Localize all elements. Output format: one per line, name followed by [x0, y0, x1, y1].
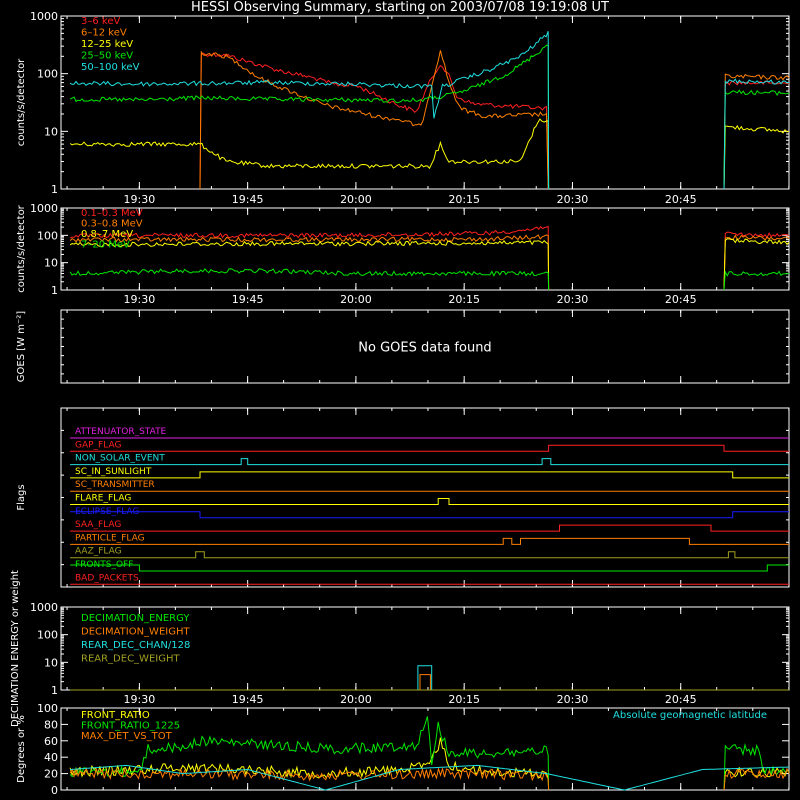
- p1-series-3-6-kev-segment-1: [724, 81, 789, 189]
- p5-legend-decimation-weight: DECIMATION_WEIGHT: [81, 626, 190, 638]
- p5-x-tick-label: 20:30: [556, 693, 589, 706]
- p2-x-tick-label: 19:30: [123, 293, 156, 306]
- p5-legend-rear-dec-chan-128: REAR_DEC_CHAN/128: [81, 640, 191, 651]
- p1-y-tick-label: 100: [37, 67, 58, 81]
- p5-x-tick-label: 20:00: [340, 693, 372, 706]
- p5-y-tick-label: 1000: [30, 601, 58, 614]
- p5-x-tick-label: 19:30: [123, 693, 156, 706]
- p2-series-0-3-0-8-mev-segment-1: [724, 236, 789, 291]
- p5-y-tick-label: 10: [44, 656, 58, 670]
- p6-y-tick-label: 60: [44, 734, 58, 748]
- p2-x-tick-label: 20:00: [340, 293, 372, 306]
- p2-y-tick-label: 1: [51, 284, 58, 297]
- p2-x-tick-label: 20:15: [448, 293, 481, 306]
- p1-series-3-6-kev-segment-0: [200, 53, 548, 189]
- p5-x-tick-label: 20:15: [448, 693, 481, 706]
- flag-label-flare-flag: FLARE_FLAG: [75, 493, 132, 504]
- flag-line-non-solar-event: [70, 459, 789, 465]
- p1-y-tick-label: 10: [44, 125, 58, 139]
- p2-series-7-20-mev-segment-0: [70, 269, 548, 290]
- p2-x-tick-label: 20:45: [664, 293, 697, 306]
- p2-x-tick-label: 20:30: [556, 293, 589, 306]
- p1-series-50-100-kev-segment-1: [724, 79, 789, 189]
- p1-y-tick-label: 1000: [30, 10, 58, 23]
- p5-legend-decimation-energy: DECIMATION_ENERGY: [81, 613, 190, 624]
- p5-series-decimation-weight-segment-0: [420, 675, 430, 690]
- p2-series-7-20-mev-segment-1: [724, 272, 789, 291]
- p2-series-0-1-0-3-mev-segment-0: [70, 226, 548, 290]
- p1-series-50-100-kev-segment-0: [70, 31, 548, 189]
- p2-y-tick-label: 100: [37, 229, 58, 243]
- p6-y-tick-label: 40: [44, 751, 58, 765]
- flag-line-eclipse-flag: [70, 512, 789, 518]
- p6-legend-front-ratio: FRONT_RATIO: [81, 710, 150, 721]
- p5-y-tick-label: 1: [51, 684, 58, 697]
- p2-legend-0-1-0-3-mev: 0.1–0.3 MeV: [81, 208, 143, 219]
- p1-legend-6-12-kev: 6–12 keV: [81, 27, 127, 39]
- flag-line-flare-flag: [70, 499, 789, 505]
- p1-series-25-50-kev-segment-0: [70, 45, 548, 189]
- p6-y-tick-label: 80: [44, 718, 58, 732]
- p1-y-tick-label: 1: [51, 183, 58, 196]
- flag-label-sc-transmitter: SC_TRANSMITTER: [75, 480, 155, 491]
- p1-series-6-12-kev-segment-0: [200, 50, 548, 189]
- flag-label-aaz-flag: AAZ_FLAG: [75, 546, 122, 557]
- p6-series-max-det-vs-tot-segment-0: [70, 769, 548, 790]
- p1-y-axis-label: counts/s/detector: [16, 58, 27, 147]
- no-goes-data-message: No GOES data found: [358, 340, 492, 356]
- p1-x-tick-label: 20:30: [556, 193, 589, 206]
- p1-x-tick-label: 19:45: [231, 193, 264, 206]
- p2-legend-7-20-mev: 7–20 MeV: [81, 239, 130, 251]
- p2-series-0-8-7-mev-segment-1: [724, 239, 789, 290]
- p2-x-tick-label: 19:45: [231, 293, 264, 306]
- flag-line-sc-in-sunlight: [70, 472, 789, 478]
- flag-line-gap-flag: [70, 445, 789, 451]
- p6-legend-front-ratio-1225: FRONT_RATIO_1225: [81, 720, 181, 732]
- flag-label-saa-flag: SAA_FLAG: [75, 520, 122, 531]
- p6-y-axis-label: Degrees or %: [16, 715, 27, 783]
- flag-label-fronts-off: FRONTS_OFF: [75, 560, 134, 570]
- p3-y-axis-label: GOES [W m⁻²]: [16, 310, 27, 383]
- flag-label-particle-flag: PARTICLE_FLAG: [75, 533, 145, 544]
- page-title: HESSI Observing Summary, starting on 2003/07/08 19:19:08 UT: [191, 0, 609, 15]
- flag-label-sc-in-sunlight: SC_IN_SUNLIGHT: [75, 466, 152, 477]
- p5-y-tick-label: 100: [37, 628, 58, 642]
- p1-series-12-25-kev-segment-0: [70, 119, 548, 189]
- flag-label-attenuator-state: ATTENUATOR_STATE: [75, 427, 167, 437]
- p5-x-tick-label: 19:45: [231, 693, 264, 706]
- p6-y-tick-label: 20: [44, 767, 58, 781]
- p2-y-axis-label: counts/s/detector: [16, 205, 27, 293]
- p5-y-axis-label: DECIMATION ENERGY or weight: [10, 570, 21, 727]
- p1-x-tick-label: 20:00: [340, 193, 372, 206]
- p5-legend-rear-dec-weight: REAR_DEC_WEIGHT: [81, 653, 180, 665]
- p4-y-axis-label: Flags: [16, 484, 27, 511]
- flag-label-bad-packets: BAD_PACKETS: [75, 573, 139, 584]
- p1-x-tick-label: 20:15: [448, 193, 481, 206]
- flag-line-aaz-flag: [70, 552, 789, 558]
- p2-y-tick-label: 1000: [30, 202, 58, 215]
- flag-line-fronts-off: [70, 565, 789, 571]
- flag-line-particle-flag: [70, 538, 789, 544]
- p2-frame: [61, 208, 789, 290]
- p1-legend-50-100-kev: 50–100 keV: [81, 62, 140, 73]
- p2-legend-0-3-0-8-mev: 0.3–0.8 MeV: [81, 218, 143, 230]
- flag-line-saa-flag: [70, 525, 789, 531]
- p1-x-tick-label: 19:30: [123, 193, 156, 206]
- p1-series-12-25-kev-segment-1: [724, 126, 789, 189]
- p2-series-0-8-7-mev-segment-0: [70, 241, 548, 290]
- p1-legend-3-6-kev: 3–6 keV: [81, 16, 121, 27]
- p1-series-25-50-kev-segment-1: [724, 90, 789, 189]
- p1-frame: [61, 16, 789, 189]
- p6-y-tick-label: 0: [51, 784, 58, 797]
- p5-x-tick-label: 20:45: [664, 693, 697, 706]
- p1-x-tick-label: 20:45: [664, 193, 697, 206]
- flag-label-non-solar-event: NON_SOLAR_EVENT: [75, 453, 165, 464]
- p4-frame: [61, 408, 789, 587]
- flag-label-gap-flag: GAP_FLAG: [75, 440, 122, 451]
- p1-legend-12-25-kev: 12–25 keV: [81, 39, 134, 50]
- p6-y-tick-label: 100: [37, 702, 58, 715]
- p1-legend-25-50-kev: 25–50 keV: [81, 50, 134, 62]
- flag-label-eclipse-flag: ECLIPSE_FLAG: [75, 506, 140, 517]
- p6-legend-geomagnetic-latitude: Absolute geomagnetic latitude: [613, 710, 767, 721]
- p2-y-tick-label: 10: [44, 256, 58, 270]
- p2-legend-0-8-7-mev: 0.8–7 MeV: [81, 229, 134, 240]
- p6-legend-max-det-vs-tot: MAX_DET_VS_TOT: [81, 731, 172, 742]
